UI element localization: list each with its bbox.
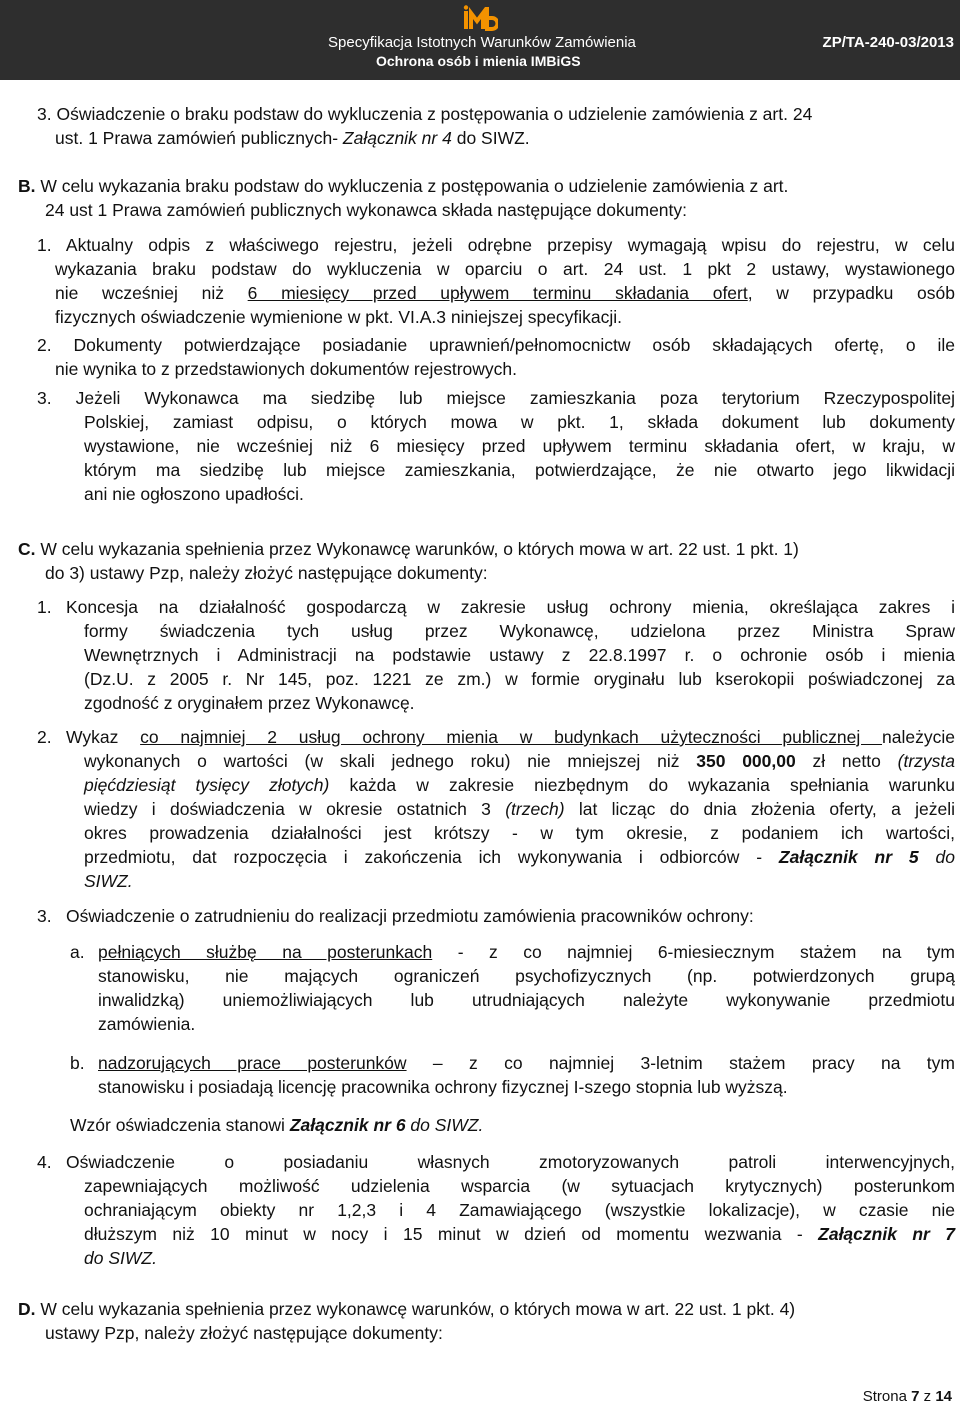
c3a-line4: zamówienia.	[98, 1014, 196, 1034]
c1-line2: formy świadczenia tych usług przez Wykonawcę, udzielona przez Ministra Spraw	[84, 621, 955, 641]
c2-line1: Wykaz co najmniej 2 usług ochrony mienia w budynkach użyteczności publicznej należycie	[66, 727, 955, 747]
c1-line3: Wewnętrznych i Administracji na podstawie ustawy z 22.8.1997 r. o ochronie osób i mienia	[84, 645, 955, 665]
page-number: Strona 7 z 14	[862, 1388, 952, 1405]
c3b-letter: b.	[70, 1053, 85, 1073]
section-d-line2: ustawy Pzp, należy złożyć następujące dokumenty:	[45, 1323, 443, 1343]
c4-line3: ochraniającym obiekty nr 1,2,3 i 4 Zamawiającego (wszystkie lokalizacje), w czasie nie	[84, 1200, 955, 1220]
c3b-line1: nadzorujących prace posterunków – z co najmniej 3-letnim stażem pracy na tym	[98, 1053, 955, 1073]
c4-line4: dłuższym niż 10 minut w nocy i 15 minut w dzień od momentu wezwania - Załącznik nr 7	[84, 1224, 955, 1244]
b1-line2: wykazania braku podstaw do wykluczenia w oparciu o art. 24 ust. 1 pkt 2 ustawy, wystawionego	[55, 259, 955, 279]
section-c-line2: do 3) ustawy Pzp, należy złożyć następujące dokumenty:	[45, 563, 488, 583]
b3-line5: ani nie ogłoszono upadłości.	[84, 484, 304, 504]
c2-line2: wykonanych o wartości (w skali jednego roku) nie mniejszej niż 350 000,00 zł netto (trzysta	[84, 751, 955, 771]
b1-line4: fizycznych oświadczenie wymienione w pkt. VI.A.3 niniejszej specyfikacji.	[55, 307, 623, 327]
spec-title: Specyfikacja Istotnych Warunków Zamówienia	[328, 34, 636, 51]
section-c-line1: C. W celu wykazania spełnienia przez Wykonawcę warunków, o których mowa w art. 22 ust. 1 pkt. 1)	[18, 539, 799, 559]
b2-line2: nie wynika to z przedstawionych dokumentów rejestrowych.	[55, 359, 518, 379]
b3-line2: Polskiej, zamiast odpisu, o których mowa w pkt. 1, składa dokument lub dokumenty	[84, 412, 955, 432]
imbigs-logo	[462, 5, 498, 31]
c4-line1: Oświadczenie o posiadaniu własnych zmotoryzowanych patroli interwencyjnych,	[66, 1152, 955, 1172]
c2-line7: SIWZ.	[84, 871, 133, 891]
b1-line1: 1. Aktualny odpis z właściwego rejestru, jeżeli odrębne przepisy wymagają wpisu do rejestru, w celu	[37, 235, 955, 255]
c4-number: 4.	[37, 1152, 52, 1172]
c2-number: 2.	[37, 727, 52, 747]
c3-number: 3.	[37, 906, 52, 926]
c2-line3: pięćdziesiąt tysięcy złotych) każda w zakresie niezbędnym do wykazania spełniania warunku	[84, 775, 955, 795]
page-header	[0, 0, 960, 80]
b3-line4: którym ma siedzibę lub miejsce zamieszkania, potwierdzające, że nie otwarto jego likwidacji	[84, 460, 955, 480]
b1-line3: nie wcześniej niż 6 miesięcy przed upływem terminu składania ofert, w przypadku osób	[55, 283, 955, 303]
c1-line5: zgodność z oryginałem przez Wykonawcę.	[84, 693, 415, 713]
b3-line1: 3. Jeżeli Wykonawca ma siedzibę lub miejsce zamieszkania poza terytorium Rzeczypospolitej	[37, 388, 955, 408]
c3a-line3: inwalidzką) uniemożliwiających lub utrudniających należyte wykonywanie przedmiotu	[98, 990, 955, 1010]
c2-line4: wiedzy i doświadczenia w okresie ostatnich 3 (trzech) lat licząc do dnia złożenia oferty, a jeżeli	[84, 799, 955, 819]
c4-line5: do SIWZ.	[84, 1248, 157, 1268]
c3a-letter: a.	[70, 942, 85, 962]
section-d-letter: D.	[18, 1299, 36, 1319]
c1-line1: Koncesja na działalność gospodarczą w zakresie usług ochrony mienia, określająca zakres i	[66, 597, 955, 617]
c3a-line2: stanowisku, nie mających ograniczeń psychofizycznych (np. potwierdzonych grupą	[98, 966, 955, 986]
b3-line3: wystawione, nie wcześniej niż 6 miesięcy przed upływem terminu składania ofert, w kraju, w	[84, 436, 955, 456]
p3-line1: 3. Oświadczenie o braku podstaw do wykluczenia z postępowania o udzielenie zamówienia z art. 24	[37, 104, 813, 124]
c3b-line2: stanowisku i posiadają licencję pracownika ochrony fizycznej I-szego stopnia lub wyższą.	[98, 1077, 788, 1097]
c2-line6: przedmiotu, dat rozpoczęcia i zakończenia ich wykonywania i odbiorców - Załącznik nr 5 do	[84, 847, 955, 867]
header-subtitle: Ochrona osób i mienia IMBiGS	[376, 53, 581, 69]
c3a-line1: pełniących służbę na posterunkach - z co najmniej 6-miesiecznym stażem na tym	[98, 942, 955, 962]
p3-line2: ust. 1 Prawa zamówień publicznych- Załącznik nr 4 do SIWZ.	[55, 128, 530, 148]
c1-number: 1.	[37, 597, 52, 617]
document-code: ZP/TA-240-03/2013	[822, 34, 954, 51]
c4-line2: zapewniających możliwość udzielenia wsparcia (w sytuacjach krytycznych) posterunkom	[84, 1176, 955, 1196]
section-b-letter: B.	[18, 176, 36, 196]
section-b-line2: 24 ust 1 Prawa zamówień publicznych wykonawca składa następujące dokumenty:	[45, 200, 688, 220]
attachment-ref: Załącznik nr 4	[342, 128, 452, 148]
c3-template-note: Wzór oświadczenia stanowi Załącznik nr 6 do SIWZ.	[70, 1115, 484, 1135]
c3-line1: Oświadczenie o zatrudnieniu do realizacji przedmiotu zamówienia pracowników ochrony:	[66, 906, 754, 926]
section-c-letter: C.	[18, 539, 36, 559]
c2-line5: okres prowadzenia działalności jest krótszy - w tym okresie, z podaniem ich wartości,	[84, 823, 955, 843]
c1-line4: (Dz.U. z 2005 r. Nr 145, poz. 1221 ze zm.) w formie oryginału lub kserokopii poświadczonej za	[84, 669, 955, 689]
b2-line1: 2. Dokumenty potwierdzające posiadanie uprawnień/pełnomocnictw osób składających ofertę, o ile	[37, 335, 955, 355]
section-b-line1: B. W celu wykazania braku podstaw do wykluczenia z postępowania o udzielenie zamówienia z art.	[18, 176, 789, 196]
section-d-line1: D. W celu wykazania spełnienia przez wykonawcę warunków, o których mowa w art. 22 ust. 1 pkt. 4)	[18, 1299, 796, 1319]
